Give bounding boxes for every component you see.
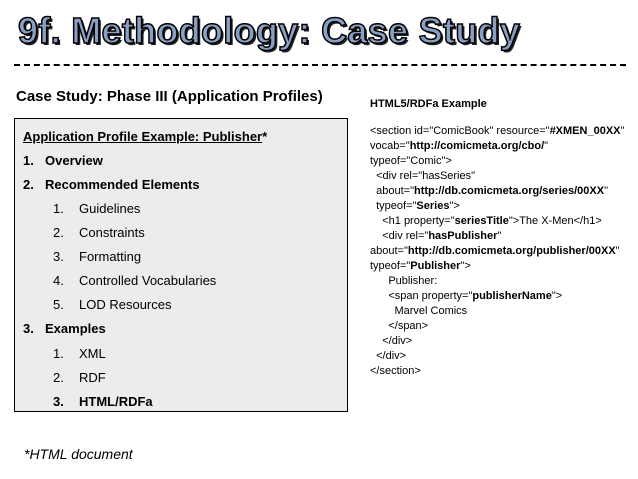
code-line <box>370 304 624 319</box>
code-text: about=" <box>370 245 408 257</box>
divider-end-mark: · <box>622 58 626 72</box>
code-highlight: http://comicmeta.org/cbo/ <box>409 140 545 152</box>
code-text: about=" <box>370 185 414 197</box>
code-text: " <box>615 245 620 257</box>
code-line <box>370 274 624 289</box>
code-line <box>370 169 624 184</box>
code-text: <div rel="hasSeries" <box>370 170 476 182</box>
code-text: </section> <box>370 365 421 377</box>
list-item: 1. XML <box>53 346 106 361</box>
list-item: 2. RDF <box>53 370 106 385</box>
code-text: "> <box>449 200 460 212</box>
code-text: " <box>620 125 625 137</box>
list-item: 3. Formatting <box>53 249 142 264</box>
code-line <box>370 259 624 274</box>
code-highlight: Publisher <box>410 260 461 272</box>
panel-heading-mark: * <box>262 129 268 144</box>
code-text: typeof=" <box>370 200 417 212</box>
panel-heading <box>23 129 267 144</box>
slide-title: 9f. Methodology: Case Study <box>18 10 521 51</box>
slide-subtitle: Case Study: Phase III (Application Profiles) <box>16 88 323 105</box>
code-text: </span> <box>370 320 429 332</box>
code-text: " <box>544 140 549 152</box>
code-text: " <box>497 230 502 242</box>
code-example-title: HTML5/RDFa Example <box>370 98 487 110</box>
list-item: 2. Recommended Elements <box>23 177 200 192</box>
code-text: <div rel=" <box>370 230 429 242</box>
panel-heading-text: Application Profile Example: Publisher <box>23 129 263 144</box>
code-highlight: hasPublisher <box>428 230 498 242</box>
dashed-divider <box>14 64 626 66</box>
code-text: "> <box>551 290 563 302</box>
code-text: "> <box>460 260 471 272</box>
code-highlight: http://db.comicmeta.org/publisher/00XX <box>407 245 616 257</box>
list-item: 5. LOD Resources <box>53 297 172 312</box>
code-text: <h1 property=" <box>370 215 455 227</box>
code-line <box>370 364 624 379</box>
footnote: *HTML document <box>24 446 133 462</box>
code-example-block <box>370 124 624 379</box>
code-line <box>370 124 624 139</box>
code-line <box>370 139 624 154</box>
code-text: <span property=" <box>370 290 473 302</box>
code-text: " <box>604 185 608 197</box>
list-item: 4. Controlled Vocabularies <box>53 273 217 288</box>
list-item: 1. Overview <box>23 153 103 168</box>
code-line <box>370 154 624 169</box>
code-line <box>370 319 624 334</box>
code-line <box>370 244 624 259</box>
code-line <box>370 184 624 199</box>
code-line <box>370 214 624 229</box>
code-highlight: #XMEN_00XX <box>549 125 621 137</box>
code-highlight: http://db.comicmeta.org/series/00XX <box>413 185 605 197</box>
code-text: typeof="Comic"> <box>370 155 452 167</box>
code-text: </div> <box>370 335 413 347</box>
code-text: Publisher: <box>370 275 438 287</box>
code-text: ">The X-Men</h1> <box>508 215 602 227</box>
code-text: </div> <box>370 350 407 362</box>
list-item: 3. Examples <box>23 321 106 336</box>
code-text: typeof=" <box>370 260 411 272</box>
list-item-current: 3. HTML/RDFa <box>53 394 153 409</box>
list-item: 2. Constraints <box>53 225 145 240</box>
code-line <box>370 229 624 244</box>
code-line <box>370 289 624 304</box>
code-text: Marvel Comics <box>370 305 468 317</box>
code-text: <section id="ComicBook" resource=" <box>370 125 550 137</box>
code-line <box>370 334 624 349</box>
code-text: vocab=" <box>370 140 410 152</box>
application-profile-panel <box>14 118 348 412</box>
code-line <box>370 199 624 214</box>
code-highlight: Series <box>416 200 450 212</box>
code-line <box>370 349 624 364</box>
code-highlight: seriesTitle <box>454 215 509 227</box>
code-highlight: publisherName <box>472 290 552 302</box>
list-item: 1. Guidelines <box>53 201 141 216</box>
